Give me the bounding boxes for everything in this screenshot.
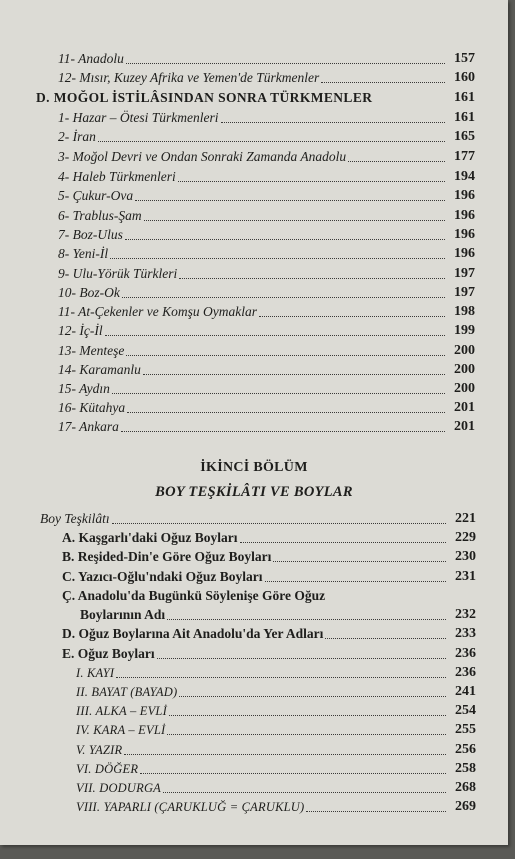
toc-entry bbox=[58, 67, 475, 87]
toc-entry-page: 255 bbox=[455, 722, 476, 737]
toc-entry-page: 268 bbox=[455, 780, 476, 795]
leader-dots bbox=[273, 560, 446, 562]
leader-dots bbox=[135, 199, 445, 201]
leader-dots bbox=[306, 810, 446, 812]
part-heading: İKİNCİ BÖLÜM bbox=[200, 460, 308, 475]
leader-dots bbox=[122, 296, 445, 298]
toc-entry-label: 10- Boz-Ok bbox=[58, 285, 120, 300]
toc-entry-page: 221 bbox=[455, 511, 476, 526]
leader-dots bbox=[112, 522, 446, 524]
toc-entry bbox=[58, 126, 475, 146]
toc-entry bbox=[76, 796, 476, 816]
toc-section-page: 161 bbox=[454, 90, 475, 105]
leader-dots bbox=[125, 238, 445, 240]
leader-dots bbox=[116, 676, 446, 678]
toc-entry bbox=[58, 397, 475, 417]
toc-entry-label: Boy Teşkilâtı bbox=[40, 511, 110, 526]
toc-entry-label: D. Oğuz Boylarına Ait Anadolu'da Yer Adları bbox=[62, 626, 324, 641]
toc-section-label: D. MOĞOL İSTİLÂSINDAN SONRA TÜRKMENLER bbox=[36, 90, 373, 105]
leader-dots bbox=[179, 695, 446, 697]
toc-entry-page: 229 bbox=[455, 530, 476, 545]
toc-entry-label: 7- Boz-Ulus bbox=[58, 227, 123, 242]
toc-entry bbox=[40, 508, 476, 528]
toc-entry-label: A. Kaşgarlı'daki Oğuz Boyları bbox=[62, 530, 238, 545]
toc-entry-page: 200 bbox=[454, 362, 475, 377]
toc-entry-page: 233 bbox=[455, 626, 476, 641]
toc-entry-label: 4- Haleb Türkmenleri bbox=[58, 169, 176, 184]
leader-dots bbox=[265, 580, 446, 582]
toc-entry bbox=[58, 378, 475, 398]
toc-entry-page: 256 bbox=[455, 742, 476, 757]
toc-entry-label: 13- Menteşe bbox=[58, 343, 125, 358]
toc-entry-page: 258 bbox=[455, 761, 476, 776]
leader-dots bbox=[144, 219, 445, 221]
leader-dots bbox=[112, 392, 445, 394]
toc-entry-page: 200 bbox=[454, 343, 475, 358]
toc-entry-label: 17- Ankara bbox=[58, 419, 119, 434]
toc-entry bbox=[58, 185, 475, 205]
toc-entry-label: 11- At-Çekenler ve Komşu Oymaklar bbox=[58, 304, 257, 319]
leader-dots bbox=[240, 541, 446, 543]
toc-entry-page: 196 bbox=[454, 246, 475, 261]
toc-entry-page: 230 bbox=[455, 549, 476, 564]
toc-entry bbox=[58, 146, 475, 166]
toc-entry bbox=[62, 623, 476, 643]
toc-entry-label: VII. DODURGA bbox=[76, 781, 162, 795]
leader-dots bbox=[98, 140, 445, 142]
toc-entry-label: V. YAZIR bbox=[76, 743, 123, 757]
toc-entry-label: 2- İran bbox=[58, 129, 96, 144]
toc-entry bbox=[62, 546, 476, 566]
toc-entry-page: 161 bbox=[454, 110, 475, 125]
toc-entry-page: 201 bbox=[454, 419, 475, 434]
toc-entry-label: B. Reşided-Din'e Göre Oğuz Boyları bbox=[62, 549, 272, 564]
toc-entry-label: VI. DÖĞER bbox=[76, 762, 139, 776]
toc-section-heading bbox=[36, 87, 475, 107]
leader-dots bbox=[167, 618, 446, 620]
leader-dots bbox=[178, 180, 445, 182]
toc-entry-label: 11- Anadolu bbox=[58, 51, 124, 66]
toc-entry-page: 199 bbox=[454, 323, 475, 338]
toc-entry bbox=[76, 739, 476, 759]
toc-entry-page: 197 bbox=[454, 285, 475, 300]
toc-entry bbox=[58, 48, 475, 68]
toc-entry-page: 231 bbox=[455, 569, 476, 584]
toc-entry-label: I. KAYI bbox=[76, 666, 115, 680]
leader-dots bbox=[325, 637, 446, 639]
toc-entry-label: 14- Karamanlu bbox=[58, 362, 141, 377]
toc-entry bbox=[58, 224, 475, 244]
toc-entry-page: 198 bbox=[454, 304, 475, 319]
toc-entry-label: 12- Mısır, Kuzey Afrika ve Yemen'de Türkmenler bbox=[58, 70, 320, 85]
toc-entry-page: 157 bbox=[454, 51, 475, 66]
toc-entry-page: 241 bbox=[455, 684, 476, 699]
leader-dots bbox=[121, 430, 445, 432]
toc-entry-label: 16- Kütahya bbox=[58, 400, 126, 415]
part-subheading: BOY TEŞKİLÂTI VE BOYLAR bbox=[155, 484, 353, 500]
toc-entry bbox=[76, 719, 476, 739]
toc-entry bbox=[62, 527, 476, 547]
toc-entry-label: 3- Moğol Devri ve Ondan Sonraki Zamanda Anadolu bbox=[58, 149, 347, 164]
leader-dots bbox=[105, 334, 445, 336]
leader-dots bbox=[140, 772, 446, 774]
toc-entry-page: 232 bbox=[455, 607, 476, 622]
leader-dots bbox=[126, 62, 445, 64]
toc-entry-label: Ç. Anadolu'da Bugünkü Söylenişe Göre Oğuz bbox=[62, 588, 326, 603]
toc-entry bbox=[76, 700, 476, 720]
toc-entry bbox=[58, 243, 475, 263]
toc-entry bbox=[76, 662, 476, 682]
toc-entry bbox=[76, 681, 476, 701]
toc-entry-label: III. ALKA – EVLİ bbox=[76, 704, 167, 718]
leader-dots bbox=[126, 354, 445, 356]
toc-entry-label: 12- İç-İl bbox=[58, 323, 103, 338]
toc-entry-label: 5- Çukur-Ova bbox=[58, 188, 134, 203]
toc-entry bbox=[58, 320, 475, 340]
toc-entry bbox=[58, 340, 475, 360]
toc-entry-label: E. Oğuz Boyları bbox=[62, 646, 155, 661]
toc-entry-page: 236 bbox=[455, 665, 476, 680]
toc-entry-page: 194 bbox=[454, 169, 475, 184]
toc-entry-label: IV. KARA – EVLİ bbox=[76, 723, 166, 737]
toc-entry-label: VIII. YAPARLI (ÇARUKLUĞ = ÇARUKLU) bbox=[76, 800, 305, 814]
toc-entry bbox=[58, 301, 475, 321]
toc-entry-label: 9- Ulu-Yörük Türkleri bbox=[58, 266, 178, 281]
leader-dots bbox=[127, 411, 445, 413]
toc-entry bbox=[58, 166, 475, 186]
leader-dots bbox=[221, 121, 446, 123]
toc-entry-label: II. BAYAT (BAYAD) bbox=[76, 685, 178, 699]
leader-dots bbox=[124, 753, 446, 755]
leader-dots bbox=[321, 81, 445, 83]
toc-entry bbox=[62, 643, 476, 663]
toc-entry-label: 6- Trablus-Şam bbox=[58, 208, 142, 223]
leader-dots bbox=[167, 733, 446, 735]
toc-entry bbox=[76, 758, 476, 778]
toc-entry bbox=[58, 359, 475, 379]
toc-entry bbox=[58, 416, 475, 436]
toc-entry-page: 196 bbox=[454, 188, 475, 203]
toc-entry-page: 197 bbox=[454, 266, 475, 281]
toc-entry-label-continued: Boylarının Adı bbox=[80, 607, 166, 622]
toc-entry-page: 177 bbox=[454, 149, 475, 164]
toc-entry bbox=[58, 205, 475, 225]
toc-entry-page: 236 bbox=[455, 646, 476, 661]
leader-dots bbox=[157, 657, 446, 659]
toc-entry bbox=[62, 566, 476, 586]
toc-entry-page: 269 bbox=[455, 799, 476, 814]
leader-dots bbox=[348, 160, 445, 162]
toc-entry bbox=[80, 604, 476, 624]
toc-entry-label: 1- Hazar – Ötesi Türkmenleri bbox=[58, 110, 219, 125]
toc-entry-page: 165 bbox=[454, 129, 475, 144]
toc-entry-label: 15- Aydın bbox=[58, 381, 110, 396]
toc-entry bbox=[58, 263, 475, 283]
toc-entry-page: 200 bbox=[454, 381, 475, 396]
toc-entry-label: C. Yazıcı-Oğlu'ndaki Oğuz Boyları bbox=[62, 569, 263, 584]
leader-dots bbox=[110, 257, 445, 259]
toc-entry-line1 bbox=[62, 585, 476, 605]
leader-dots bbox=[179, 277, 445, 279]
leader-dots bbox=[163, 791, 446, 793]
toc-entry bbox=[58, 282, 475, 302]
toc-entry-page: 254 bbox=[455, 703, 476, 718]
toc-entry bbox=[76, 777, 476, 797]
toc-entry-page: 196 bbox=[454, 208, 475, 223]
toc-entry-page: 196 bbox=[454, 227, 475, 242]
leader-dots bbox=[259, 315, 445, 317]
toc-entry-page: 201 bbox=[454, 400, 475, 415]
toc-entry-label: 8- Yeni-İl bbox=[58, 246, 109, 261]
toc-entry bbox=[58, 107, 475, 127]
leader-dots bbox=[169, 714, 446, 716]
leader-dots bbox=[143, 373, 445, 375]
toc-entry-page: 160 bbox=[454, 70, 475, 85]
